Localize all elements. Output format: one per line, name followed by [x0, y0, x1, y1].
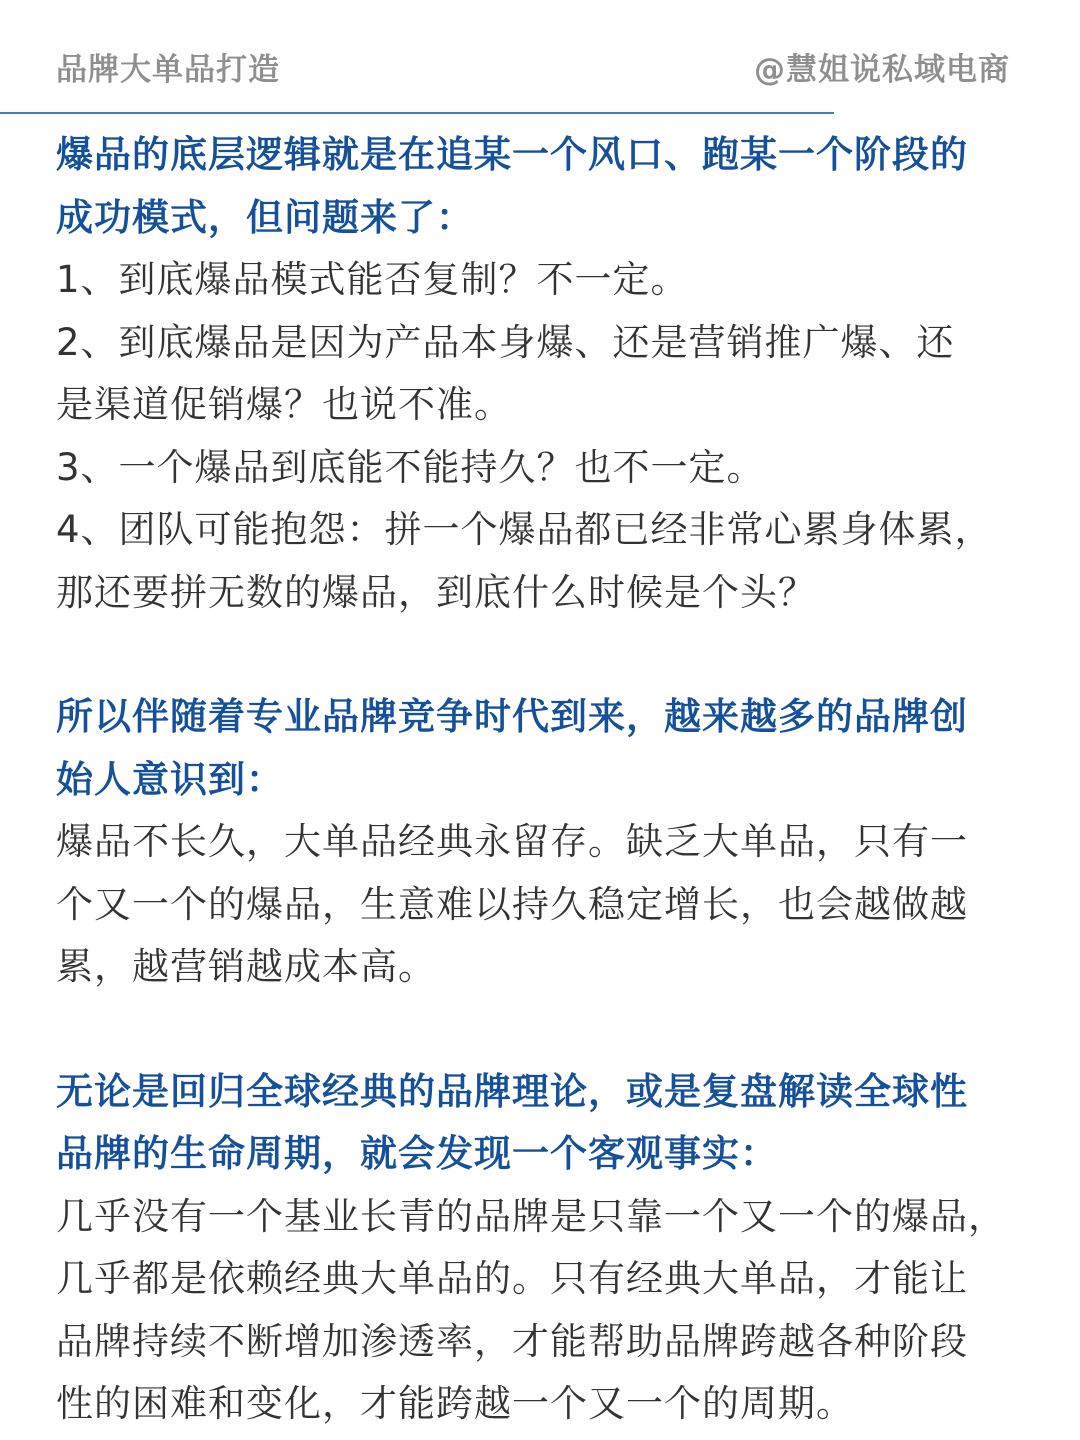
section-heading-line: 成功模式，但问题来了：	[56, 195, 474, 239]
paragraph-line: 1、到底爆品模式能否复制？不一定。	[56, 258, 689, 301]
paragraph-line: 个又一个的爆品，生意难以持久稳定增长，也会越做越	[56, 882, 968, 926]
paragraph-line: 累，越营销越成本高。	[56, 945, 436, 988]
header-divider	[0, 112, 834, 114]
paragraph-line: 几乎都是依赖经典大单品的。只有经典大单品，才能让	[56, 1257, 968, 1300]
paragraph-line: 爆品不长久，大单品经典永留存。缺乏大单品，只有一	[56, 820, 968, 863]
section-heading-line: 始人意识到：	[56, 757, 284, 801]
section-heading-line: 品牌的生命周期，就会发现一个客观事实：	[56, 1132, 778, 1175]
paragraph-line: 性的困难和变化，才能跨越一个又一个的周期。	[56, 1382, 854, 1425]
author-handle: @慧姐说私域电商	[754, 52, 1010, 88]
paragraph-line: 4、团队可能抱怨：拼一个爆品都已经非常心累身体累，	[56, 508, 993, 551]
paragraph-line: 品牌持续不断增加渗透率，才能帮助品牌跨越各种阶段	[56, 1319, 968, 1363]
section-heading-line: 所以伴随着专业品牌竞争时代到来，越来越多的品牌创	[56, 695, 968, 738]
paragraph-line: 3、一个爆品到底能不能持久？也不一定。	[56, 445, 765, 489]
section-heading-line: 无论是回归全球经典的品牌理论，或是复盘解读全球性	[56, 1069, 968, 1113]
page-header	[0, 0, 1080, 112]
paragraph-line: 2、到底爆品是因为产品本身爆、还是营销推广爆、还	[56, 320, 955, 364]
paragraph-line: 那还要拼无数的爆品，到底什么时候是个头？	[56, 570, 816, 614]
section-1	[56, 124, 1046, 624]
section-spacer	[56, 624, 1046, 686]
paragraph-line: 几乎没有一个基业长青的品牌是只靠一个又一个的爆品，	[56, 1194, 1006, 1238]
section-3	[56, 1061, 1046, 1436]
section-spacer	[56, 999, 1046, 1061]
paragraph-line: 是渠道促销爆？也说不准。	[56, 383, 512, 426]
section-2	[56, 686, 1046, 999]
article-body	[56, 124, 1046, 1436]
series-title: 品牌大单品打造	[56, 52, 280, 88]
section-heading-line: 爆品的底层逻辑就是在追某一个风口、跑某一个阶段的	[56, 133, 968, 176]
